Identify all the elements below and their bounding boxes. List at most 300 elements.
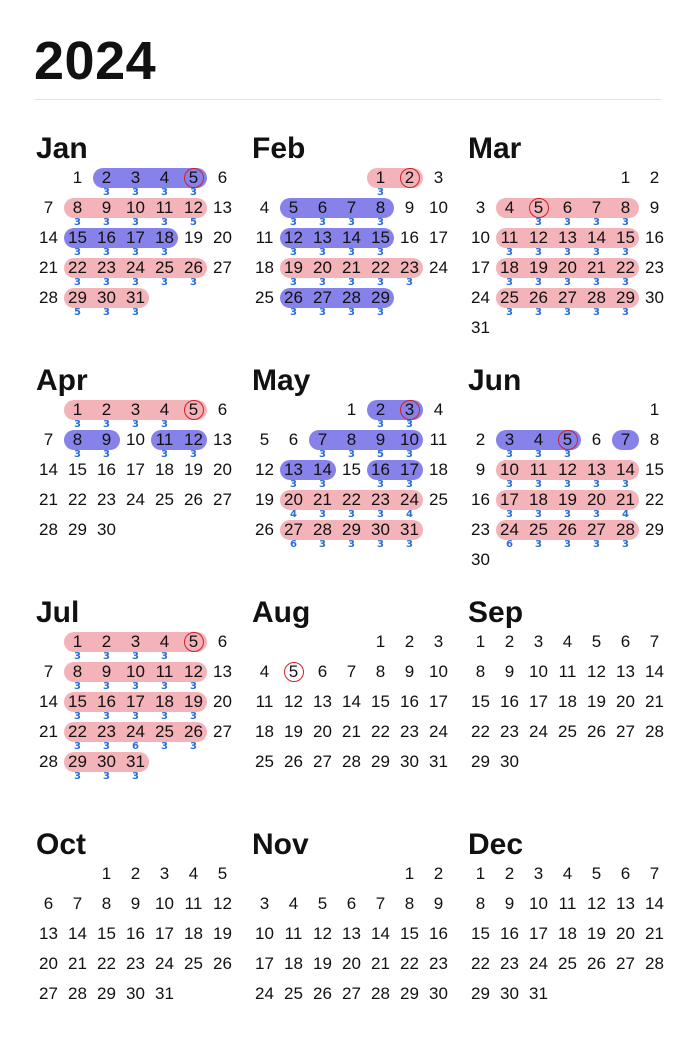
day-cell[interactable]: 10	[429, 198, 448, 217]
day-cell[interactable]: 27	[213, 490, 232, 509]
day-cell[interactable]: 31	[126, 752, 145, 771]
day-cell[interactable]: 8	[475, 662, 486, 681]
day-cell[interactable]: 30	[97, 288, 116, 307]
day-cell[interactable]: 11	[255, 228, 274, 247]
day-cell[interactable]: 9	[101, 430, 112, 449]
day-cell[interactable]: 18	[255, 722, 274, 741]
day-cell[interactable]: 10	[429, 662, 448, 681]
day-cell[interactable]: 5	[317, 894, 328, 913]
day-cell[interactable]: 24	[529, 954, 548, 973]
day-cell[interactable]: 29	[97, 984, 116, 1003]
day-cell[interactable]: 11	[558, 894, 577, 913]
day-cell[interactable]: 12	[184, 662, 203, 681]
day-cell[interactable]: 14	[39, 228, 58, 247]
day-cell[interactable]: 20	[284, 490, 303, 509]
day-cell[interactable]: 14	[68, 924, 87, 943]
day-cell[interactable]: 26	[529, 288, 548, 307]
day-cell[interactable]: 15	[97, 924, 116, 943]
day-cell[interactable]: 18	[284, 954, 303, 973]
day-cell[interactable]: 2	[404, 632, 415, 651]
day-cell[interactable]: 19	[284, 722, 303, 741]
day-cell[interactable]: 22	[97, 954, 116, 973]
day-cell[interactable]: 23	[429, 954, 448, 973]
day-cell[interactable]: 2	[433, 864, 444, 883]
day-cell[interactable]: 4	[259, 198, 270, 217]
day-cell[interactable]: 3	[433, 632, 444, 651]
day-cell[interactable]: 5	[288, 198, 299, 217]
day-cell[interactable]: 2	[375, 400, 386, 419]
day-cell[interactable]: 26	[587, 954, 606, 973]
day-cell[interactable]: 30	[97, 752, 116, 771]
day-cell[interactable]: 15	[616, 228, 635, 247]
day-cell[interactable]: 25	[284, 984, 303, 1003]
day-cell[interactable]: 20	[616, 692, 635, 711]
day-cell[interactable]: 17	[126, 692, 145, 711]
day-cell[interactable]: 13	[342, 924, 361, 943]
day-cell[interactable]: 26	[587, 722, 606, 741]
day-cell[interactable]: 27	[616, 954, 635, 973]
day-cell[interactable]: 25	[155, 722, 174, 741]
day-cell[interactable]: 28	[39, 752, 58, 771]
day-cell[interactable]: 28	[313, 520, 332, 539]
day-cell[interactable]: 16	[471, 490, 490, 509]
day-cell[interactable]: 17	[429, 228, 448, 247]
day-cell[interactable]: 25	[255, 752, 274, 771]
day-cell[interactable]: 7	[591, 198, 602, 217]
day-cell[interactable]: 20	[39, 954, 58, 973]
day-cell[interactable]: 8	[649, 430, 660, 449]
day-cell[interactable]: 15	[371, 228, 390, 247]
day-cell[interactable]: 21	[587, 258, 606, 277]
day-cell[interactable]: 21	[342, 258, 361, 277]
day-cell[interactable]: 12	[184, 198, 203, 217]
day-cell[interactable]: 13	[587, 460, 606, 479]
day-cell[interactable]: 26	[184, 258, 203, 277]
day-cell[interactable]: 30	[371, 520, 390, 539]
day-cell[interactable]: 25	[184, 954, 203, 973]
day-cell[interactable]: 6	[217, 400, 228, 419]
day-cell[interactable]: 7	[72, 894, 83, 913]
day-cell[interactable]: 25	[529, 520, 548, 539]
day-cell[interactable]: 22	[342, 490, 361, 509]
day-cell[interactable]: 12	[587, 662, 606, 681]
day-cell[interactable]: 3	[533, 632, 544, 651]
day-cell[interactable]: 21	[616, 490, 635, 509]
day-cell[interactable]: 24	[500, 520, 519, 539]
day-cell[interactable]: 29	[371, 752, 390, 771]
day-cell[interactable]: 9	[404, 662, 415, 681]
day-cell[interactable]: 18	[529, 490, 548, 509]
day-cell[interactable]: 9	[433, 894, 444, 913]
day-cell[interactable]: 17	[126, 460, 145, 479]
day-cell[interactable]: 3	[475, 198, 486, 217]
day-cell[interactable]: 13	[558, 228, 577, 247]
day-cell[interactable]: 13	[616, 894, 635, 913]
day-cell[interactable]: 13	[213, 430, 232, 449]
day-cell[interactable]: 28	[645, 954, 664, 973]
day-cell[interactable]: 11	[284, 924, 303, 943]
day-cell[interactable]: 9	[101, 198, 112, 217]
day-cell[interactable]: 10	[155, 894, 174, 913]
day-cell[interactable]: 11	[155, 662, 174, 681]
day-cell[interactable]: 14	[342, 228, 361, 247]
day-cell[interactable]: 30	[400, 752, 419, 771]
day-cell[interactable]: 31	[471, 318, 490, 337]
day-cell[interactable]: 16	[126, 924, 145, 943]
day-cell[interactable]: 7	[649, 864, 660, 883]
day-cell[interactable]: 23	[500, 954, 519, 973]
day-cell[interactable]: 19	[213, 924, 232, 943]
day-cell[interactable]: 11	[155, 198, 174, 217]
day-cell[interactable]: 16	[645, 228, 664, 247]
day-cell[interactable]: 29	[400, 984, 419, 1003]
day-cell[interactable]: 7	[346, 662, 357, 681]
day-cell[interactable]: 26	[284, 288, 303, 307]
day-cell[interactable]: 30	[97, 520, 116, 539]
day-cell[interactable]: 16	[429, 924, 448, 943]
day-cell[interactable]: 5	[217, 864, 228, 883]
day-cell[interactable]: 4	[562, 864, 573, 883]
day-cell[interactable]: 22	[68, 490, 87, 509]
day-cell[interactable]: 25	[558, 722, 577, 741]
day-cell[interactable]: 9	[649, 198, 660, 217]
day-cell[interactable]: 15	[68, 692, 87, 711]
day-cell[interactable]: 6	[43, 894, 54, 913]
day-cell[interactable]: 29	[68, 520, 87, 539]
day-cell[interactable]: 22	[371, 722, 390, 741]
day-cell[interactable]: 21	[371, 954, 390, 973]
day-cell[interactable]: 31	[155, 984, 174, 1003]
day-cell[interactable]: 11	[500, 228, 519, 247]
day-cell[interactable]: 4	[159, 168, 170, 187]
day-cell[interactable]: 12	[213, 894, 232, 913]
day-cell[interactable]: 24	[255, 984, 274, 1003]
day-cell[interactable]: 22	[471, 722, 490, 741]
day-cell[interactable]: 12	[313, 924, 332, 943]
day-cell[interactable]: 1	[620, 168, 631, 187]
day-cell[interactable]: 10	[400, 430, 419, 449]
day-cell[interactable]: 30	[645, 288, 664, 307]
day-cell[interactable]: 9	[504, 662, 515, 681]
day-cell[interactable]: 28	[587, 288, 606, 307]
day-cell[interactable]: 3	[533, 864, 544, 883]
day-cell[interactable]: 8	[375, 198, 386, 217]
day-cell[interactable]: 21	[39, 258, 58, 277]
day-cell[interactable]: 5	[188, 400, 199, 419]
day-cell[interactable]: 8	[620, 198, 631, 217]
day-cell[interactable]: 2	[504, 864, 515, 883]
day-cell[interactable]: 9	[404, 198, 415, 217]
day-cell[interactable]: 4	[433, 400, 444, 419]
day-cell[interactable]: 22	[645, 490, 664, 509]
day-cell[interactable]: 9	[101, 662, 112, 681]
day-cell[interactable]: 21	[39, 490, 58, 509]
day-cell[interactable]: 3	[130, 632, 141, 651]
day-cell[interactable]: 23	[645, 258, 664, 277]
day-cell[interactable]: 4	[288, 894, 299, 913]
day-cell[interactable]: 2	[101, 400, 112, 419]
day-cell[interactable]: 9	[504, 894, 515, 913]
day-cell[interactable]: 10	[255, 924, 274, 943]
day-cell[interactable]: 23	[400, 258, 419, 277]
day-cell[interactable]: 23	[97, 490, 116, 509]
day-cell[interactable]: 12	[558, 460, 577, 479]
day-cell[interactable]: 1	[475, 632, 486, 651]
day-cell[interactable]: 18	[255, 258, 274, 277]
day-cell[interactable]: 24	[429, 258, 448, 277]
day-cell[interactable]: 9	[130, 894, 141, 913]
day-cell[interactable]: 15	[400, 924, 419, 943]
day-cell[interactable]: 25	[255, 288, 274, 307]
day-cell[interactable]: 19	[284, 258, 303, 277]
day-cell[interactable]: 23	[500, 722, 519, 741]
day-cell[interactable]: 1	[346, 400, 357, 419]
day-cell[interactable]: 17	[471, 258, 490, 277]
day-cell[interactable]: 1	[72, 400, 83, 419]
day-cell[interactable]: 27	[616, 722, 635, 741]
day-cell[interactable]: 26	[558, 520, 577, 539]
day-cell[interactable]: 16	[97, 228, 116, 247]
day-cell[interactable]: 23	[97, 722, 116, 741]
day-cell[interactable]: 29	[371, 288, 390, 307]
day-cell[interactable]: 15	[645, 460, 664, 479]
day-cell[interactable]: 28	[645, 722, 664, 741]
day-cell[interactable]: 17	[529, 924, 548, 943]
day-cell[interactable]: 25	[155, 490, 174, 509]
day-cell[interactable]: 7	[375, 894, 386, 913]
day-cell[interactable]: 10	[126, 662, 145, 681]
day-cell[interactable]: 4	[159, 632, 170, 651]
day-cell[interactable]: 10	[126, 198, 145, 217]
day-cell[interactable]: 25	[558, 954, 577, 973]
day-cell[interactable]: 6	[591, 430, 602, 449]
day-cell[interactable]: 8	[72, 430, 83, 449]
day-cell[interactable]: 16	[500, 924, 519, 943]
day-cell[interactable]: 18	[155, 460, 174, 479]
day-cell[interactable]: 11	[184, 894, 203, 913]
day-cell[interactable]: 24	[429, 722, 448, 741]
day-cell[interactable]: 18	[558, 924, 577, 943]
day-cell[interactable]: 30	[471, 550, 490, 569]
day-cell[interactable]: 17	[255, 954, 274, 973]
day-cell[interactable]: 17	[529, 692, 548, 711]
day-cell[interactable]: 19	[255, 490, 274, 509]
day-cell[interactable]: 16	[400, 228, 419, 247]
day-cell[interactable]: 27	[313, 288, 332, 307]
day-cell[interactable]: 27	[558, 288, 577, 307]
day-cell[interactable]: 24	[400, 490, 419, 509]
day-cell[interactable]: 27	[39, 984, 58, 1003]
day-cell[interactable]: 7	[620, 430, 631, 449]
day-cell[interactable]: 28	[616, 520, 635, 539]
day-cell[interactable]: 8	[101, 894, 112, 913]
day-cell[interactable]: 5	[188, 632, 199, 651]
day-cell[interactable]: 7	[43, 430, 54, 449]
day-cell[interactable]: 3	[433, 168, 444, 187]
day-cell[interactable]: 2	[130, 864, 141, 883]
day-cell[interactable]: 15	[371, 692, 390, 711]
day-cell[interactable]: 25	[429, 490, 448, 509]
day-cell[interactable]: 11	[255, 692, 274, 711]
day-cell[interactable]: 20	[213, 692, 232, 711]
day-cell[interactable]: 26	[184, 722, 203, 741]
day-cell[interactable]: 3	[504, 430, 515, 449]
day-cell[interactable]: 18	[155, 692, 174, 711]
day-cell[interactable]: 21	[342, 722, 361, 741]
day-cell[interactable]: 29	[471, 752, 490, 771]
day-cell[interactable]: 12	[529, 228, 548, 247]
day-cell[interactable]: 6	[217, 632, 228, 651]
day-cell[interactable]: 28	[342, 288, 361, 307]
day-cell[interactable]: 30	[500, 984, 519, 1003]
day-cell[interactable]: 3	[130, 400, 141, 419]
day-cell[interactable]: 3	[130, 168, 141, 187]
day-cell[interactable]: 24	[155, 954, 174, 973]
day-cell[interactable]: 5	[259, 430, 270, 449]
day-cell[interactable]: 26	[184, 490, 203, 509]
day-cell[interactable]: 9	[475, 460, 486, 479]
day-cell[interactable]: 12	[284, 692, 303, 711]
day-cell[interactable]: 28	[68, 984, 87, 1003]
day-cell[interactable]: 27	[213, 722, 232, 741]
day-cell[interactable]: 7	[649, 632, 660, 651]
day-cell[interactable]: 12	[184, 430, 203, 449]
day-cell[interactable]: 13	[313, 692, 332, 711]
day-cell[interactable]: 12	[587, 894, 606, 913]
day-cell[interactable]: 31	[126, 288, 145, 307]
day-cell[interactable]: 14	[39, 460, 58, 479]
day-cell[interactable]: 18	[429, 460, 448, 479]
day-cell[interactable]: 9	[375, 430, 386, 449]
day-cell[interactable]: 14	[645, 894, 664, 913]
day-cell[interactable]: 14	[313, 460, 332, 479]
day-cell[interactable]: 7	[317, 430, 328, 449]
day-cell[interactable]: 13	[213, 198, 232, 217]
day-cell[interactable]: 1	[649, 400, 660, 419]
day-cell[interactable]: 2	[404, 168, 415, 187]
day-cell[interactable]: 15	[471, 692, 490, 711]
day-cell[interactable]: 7	[43, 198, 54, 217]
day-cell[interactable]: 26	[284, 752, 303, 771]
day-cell[interactable]: 7	[346, 198, 357, 217]
day-cell[interactable]: 29	[68, 752, 87, 771]
day-cell[interactable]: 14	[342, 692, 361, 711]
day-cell[interactable]: 2	[475, 430, 486, 449]
day-cell[interactable]: 10	[126, 430, 145, 449]
day-cell[interactable]: 31	[429, 752, 448, 771]
day-cell[interactable]: 5	[533, 198, 544, 217]
day-cell[interactable]: 20	[313, 722, 332, 741]
day-cell[interactable]: 28	[371, 984, 390, 1003]
day-cell[interactable]: 7	[43, 662, 54, 681]
day-cell[interactable]: 8	[72, 198, 83, 217]
day-cell[interactable]: 26	[313, 984, 332, 1003]
day-cell[interactable]: 16	[97, 692, 116, 711]
day-cell[interactable]: 17	[429, 692, 448, 711]
day-cell[interactable]: 20	[616, 924, 635, 943]
day-cell[interactable]: 27	[342, 984, 361, 1003]
day-cell[interactable]: 6	[346, 894, 357, 913]
day-cell[interactable]: 8	[72, 662, 83, 681]
day-cell[interactable]: 2	[649, 168, 660, 187]
day-cell[interactable]: 4	[259, 662, 270, 681]
day-cell[interactable]: 13	[313, 228, 332, 247]
day-cell[interactable]: 17	[155, 924, 174, 943]
day-cell[interactable]: 18	[184, 924, 203, 943]
day-cell[interactable]: 30	[500, 752, 519, 771]
day-cell[interactable]: 14	[616, 460, 635, 479]
day-cell[interactable]: 6	[562, 198, 573, 217]
day-cell[interactable]: 20	[587, 490, 606, 509]
day-cell[interactable]: 1	[404, 864, 415, 883]
day-cell[interactable]: 4	[504, 198, 515, 217]
day-cell[interactable]: 31	[529, 984, 548, 1003]
day-cell[interactable]: 23	[400, 722, 419, 741]
day-cell[interactable]: 14	[39, 692, 58, 711]
day-cell[interactable]: 22	[616, 258, 635, 277]
day-cell[interactable]: 29	[616, 288, 635, 307]
day-cell[interactable]: 23	[126, 954, 145, 973]
day-cell[interactable]: 23	[371, 490, 390, 509]
day-cell[interactable]: 28	[39, 520, 58, 539]
day-cell[interactable]: 5	[591, 864, 602, 883]
day-cell[interactable]: 23	[471, 520, 490, 539]
day-cell[interactable]: 6	[620, 864, 631, 883]
day-cell[interactable]: 6	[217, 168, 228, 187]
day-cell[interactable]: 15	[471, 924, 490, 943]
day-cell[interactable]: 17	[400, 460, 419, 479]
day-cell[interactable]: 4	[188, 864, 199, 883]
day-cell[interactable]: 13	[39, 924, 58, 943]
day-cell[interactable]: 29	[68, 288, 87, 307]
day-cell[interactable]: 2	[101, 632, 112, 651]
day-cell[interactable]: 15	[68, 460, 87, 479]
day-cell[interactable]: 2	[504, 632, 515, 651]
day-cell[interactable]: 28	[39, 288, 58, 307]
day-cell[interactable]: 11	[558, 662, 577, 681]
day-cell[interactable]: 29	[471, 984, 490, 1003]
day-cell[interactable]: 24	[126, 258, 145, 277]
day-cell[interactable]: 21	[313, 490, 332, 509]
day-cell[interactable]: 12	[284, 228, 303, 247]
day-cell[interactable]: 19	[184, 460, 203, 479]
day-cell[interactable]: 31	[400, 520, 419, 539]
day-cell[interactable]: 18	[155, 228, 174, 247]
day-cell[interactable]: 29	[342, 520, 361, 539]
day-cell[interactable]: 16	[500, 692, 519, 711]
day-cell[interactable]: 27	[587, 520, 606, 539]
day-cell[interactable]: 6	[620, 632, 631, 651]
day-cell[interactable]: 16	[371, 460, 390, 479]
day-cell[interactable]: 18	[558, 692, 577, 711]
day-cell[interactable]: 8	[404, 894, 415, 913]
day-cell[interactable]: 21	[645, 924, 664, 943]
day-cell[interactable]: 24	[471, 288, 490, 307]
day-cell[interactable]: 22	[68, 258, 87, 277]
day-cell[interactable]: 8	[346, 430, 357, 449]
day-cell[interactable]: 19	[184, 228, 203, 247]
day-cell[interactable]: 19	[587, 924, 606, 943]
day-cell[interactable]: 13	[616, 662, 635, 681]
day-cell[interactable]: 30	[429, 984, 448, 1003]
day-cell[interactable]: 5	[188, 168, 199, 187]
day-cell[interactable]: 19	[529, 258, 548, 277]
day-cell[interactable]: 21	[645, 692, 664, 711]
day-cell[interactable]: 1	[72, 632, 83, 651]
day-cell[interactable]: 19	[558, 490, 577, 509]
day-cell[interactable]: 6	[317, 662, 328, 681]
day-cell[interactable]: 22	[371, 258, 390, 277]
